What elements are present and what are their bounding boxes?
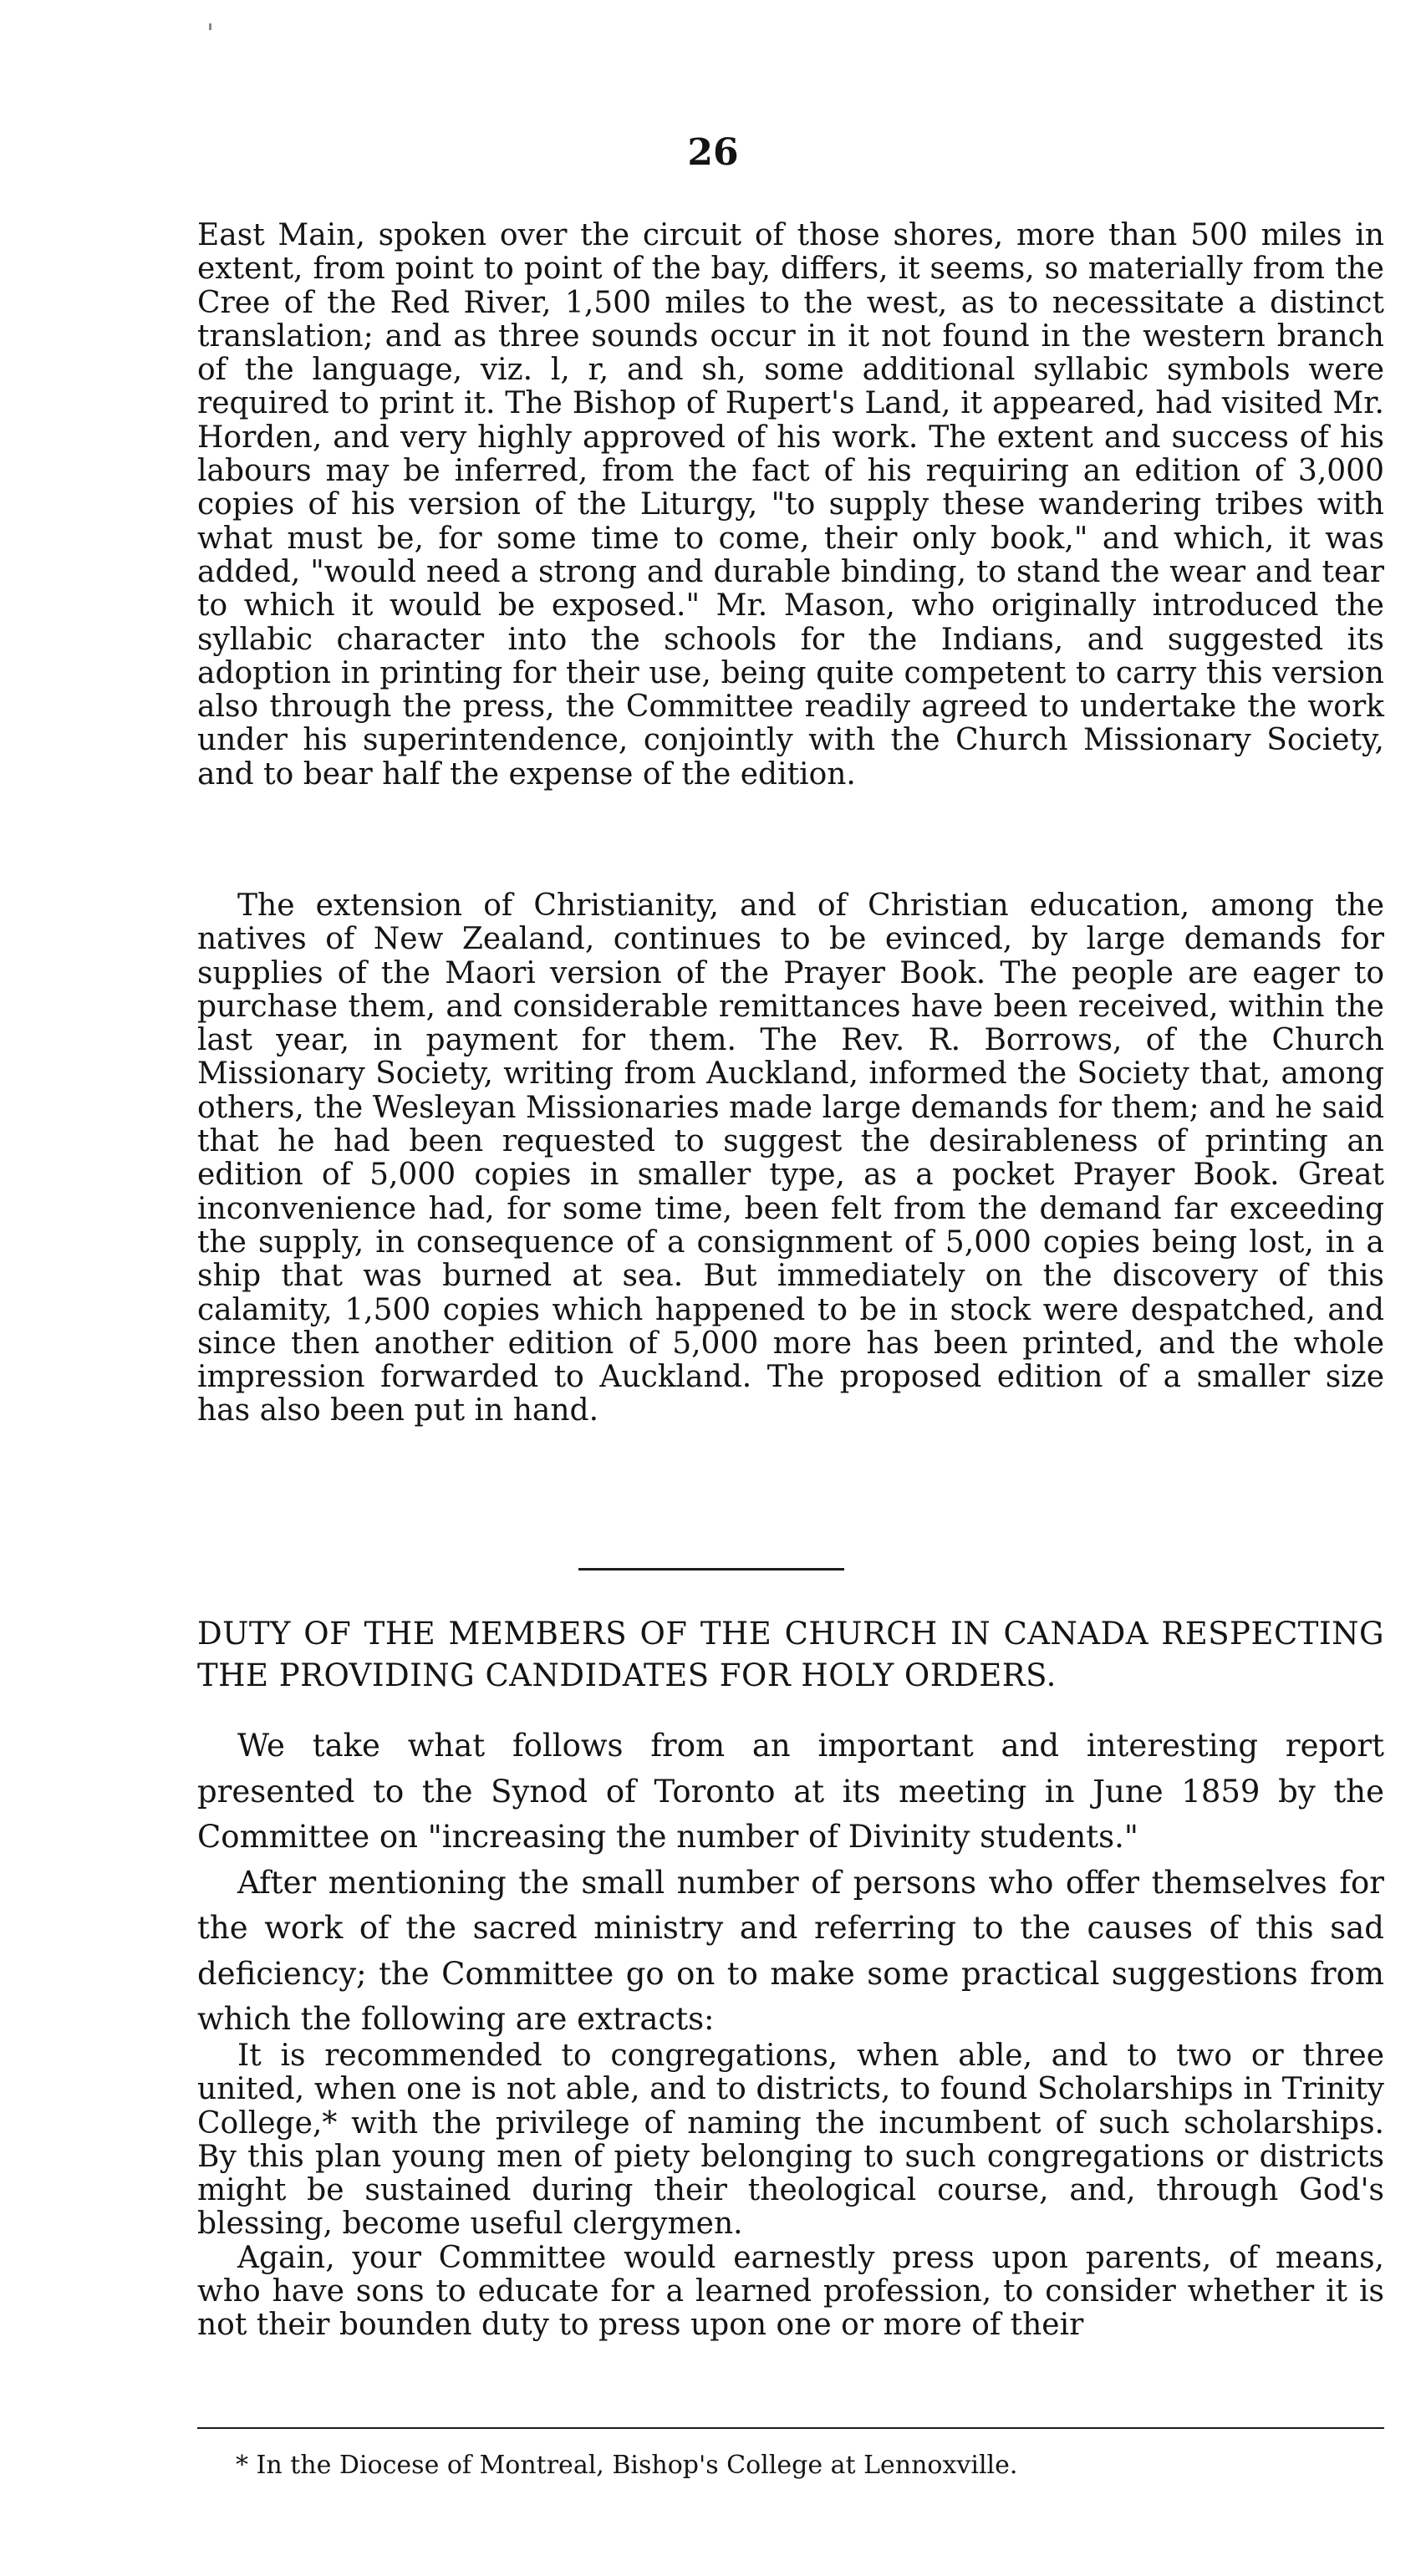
body-paragraph: The extension of Christianity, and of Christian education, among the natives of New Zealand, continues to be evinced, by large demands for supplies of the Maori version of the Prayer Book. The people are eager to purchase them, and considerable remittances have been received, within the last year, in payment for them. The Rev. R. Borrows, of the Church Missionary Society, writing from Auckland, informed the Society that, among others, the Wesleyan Missionaries made large demands for them; and he said that he had been requested to suggest the desirableness of printing an edition of 5,000 copies in smaller type, as a pocket Prayer Book. Great inconvenience had, for some time, been felt from the demand far exceeding the supply, in consequence of a consignment of 5,000 copies being lost, in a ship that was burned at sea. But immediately on the discovery of this calamity, 1,500 copies which happened to be in stock were despatched, and since then another edition of 5,000 more has been printed, and the whole impression forwarded to Auckland. The proposed edition of a smaller size has also been put in hand.: [197, 888, 1384, 1428]
body-paragraph-2-container: [197, 889, 1384, 1428]
footnote: * In the Diocese of Montreal, Bishop's College at Lennoxville.: [236, 2451, 1018, 2480]
section-heading: DUTY OF THE MEMBERS OF THE CHURCH IN CANADA RESPECTING THE PROVIDING CANDIDATES FOR HOLY ORDERS.: [197, 1616, 1384, 1693]
page-number: 26: [687, 131, 739, 174]
intro-paragraph: After mentioning the small number of persons who offer themselves for the work of the sacred ministry and referring to the causes of this sad deficiency; the Committee go on to make some practical suggestions from which the following are extracts:: [197, 1864, 1384, 2037]
body-paragraph-1-container: [197, 219, 1384, 792]
footnote-rule: [197, 2427, 1384, 2429]
section-divider: [578, 1568, 844, 1571]
body-paragraph: East Main, spoken over the circuit of those shores, more than 500 miles in extent, from point to point of the bay, differs, it seems, so materially from the Cree of the Red River, 1,500 miles to the west, as to necessitate a distinct translation; and as three sounds occur in it not found in the western branch of the language, viz. l, r, and sh, some additional syllabic symbols were required to print it. The Bishop of Rupert's Land, it appeared, had visited Mr. Horden, and very highly approved of his work. The extent and success of his labours may be inferred, from the fact of his requiring an edition of 3,000 copies of his version of the Liturgy, "to supply these wandering tribes with what must be, for some time to come, their only book," and which, it was added, "would need a strong and durable binding, to stand the wear and tear to which it would be exposed." Mr. Mason, who originally introduced the syllabic character into the schools for the Indians, and suggested its adoption in printing for their use, being quite competent to carry this version also through the press, the Committee readily agreed to undertake the work under his superintendence, conjointly with the Church Missionary Society, and to bear half the expense of the edition.: [197, 218, 1384, 792]
intro-paragraphs: [197, 1723, 1384, 2043]
extract-paragraph: It is recommended to congregations, when able, and to two or three united, when one is not able, and to districts, to found Scholarships in Trinity College,* with the privilege of naming the incumbent of such scholarships. By this plan young men of piety belonging to such congregations or districts might be sustained during their theological course, and, through God's blessing, become useful clergymen.: [197, 2039, 1384, 2242]
intro-paragraph: We take what follows from an important and interesting report presented to the Synod of Toronto at its meeting in June 1859 by the Committee on "increasing the number of Divinity students.": [197, 1728, 1384, 1855]
extract-paragraphs: [197, 2039, 1384, 2343]
extract-paragraph: Again, your Committee would earnestly press upon parents, of means, who have sons to educate for a learned profession, to consider whether it is not their bounden duty to press upon one or more of their: [197, 2240, 1384, 2343]
scan-speck: [209, 23, 211, 30]
